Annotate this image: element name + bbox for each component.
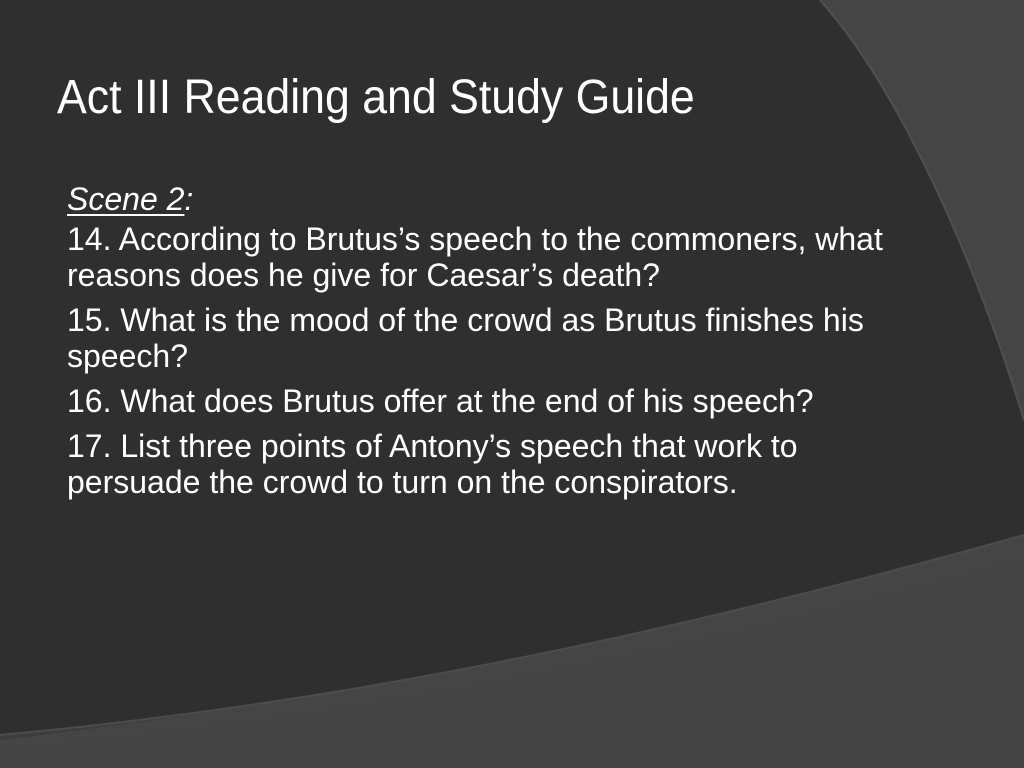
scene-heading [67,181,897,217]
question-17: 17. List three points of Antony’s speech that work to persuade the crowd to turn on the conspirators. [67,428,798,500]
question-16: 16. What does Brutus offer at the end of his speech? [67,383,814,419]
scene-label: Scene 2 [67,181,185,217]
slide-title: Act III Reading and Study Guide [57,71,695,124]
question-15: 15. What is the mood of the crowd as Brutus finishes his speech? [67,302,864,374]
question-14: 14. According to Brutus’s speech to the commoners, what reasons does he give for Caesar’s death? [67,221,883,293]
slide-body [67,181,897,509]
scene-suffix: : [184,181,194,217]
